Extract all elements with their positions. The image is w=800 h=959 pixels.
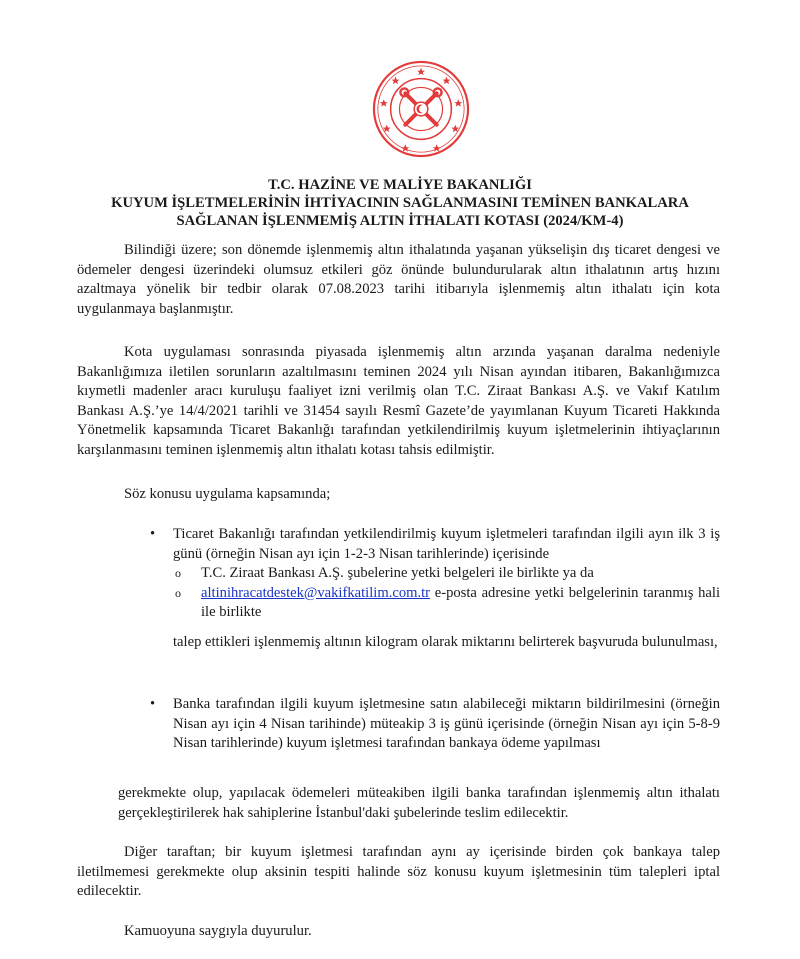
email-link[interactable]: altinihracatdestek@vakifkatilim.com.tr: [201, 584, 431, 601]
sub-item-email: [147, 584, 720, 623]
sub-bullet-marker: o: [175, 566, 181, 580]
paragraph-application-continuation: talep ettikleri işlenmemiş altının kilogram olarak miktarını belirterek başvuruda bulunulması,: [173, 634, 718, 650]
bullet-text: Banka tarafından ilgili kuyum işletmesine satın alabileceği miktarın bildirilmesini (örneğin Nisan ayı için 4 Nisan tarihinde) müteakip 3 iş günü içerisinde (örneğin Nisan ayı için 5-8-9 Nisan tarihlerinde) kuyum işletmesi tarafından bankaya ödeme yapılması: [173, 696, 720, 751]
paragraph-quota-allocation: Kota uygulaması sonrasında piyasada işlenmemiş altın arzında yaşanan daralma nedeniyle Bakanlığımıza iletilen sorunların azaltılmasını teminen 2024 yılı Nisan ayından itibaren, Bakanlığımızca kıymetli madenler aracı kuruluşu faaliyet izni verilmiş olan T.C. Ziraat Bankası A.Ş. ve Vakıf Katılım Bankası A.Ş.’ye 14/4/2021 tarihli ve 31454 sayılı Resmî Gazete’de yayımlanan Kuyum Ticareti Hakkında Yönetmelik kapsamında Ticaret Bakanlığı tarafından yetkilendirilmiş kuyum işletmelerinin ihtiyaçlarının karşılanmasını teminen işlenmemiş altın ithalatı kotası tahsis edilmiştir.: [77, 344, 720, 458]
sub-item-text: e-posta adresine yetki belgelerinin taranmış hali ile birlikte: [201, 584, 720, 620]
paragraph-delivery: gerekmekte olup, yapılacak ödemeleri müteakiben ilgili banka tarafından işlenmemiş altın ithalatı gerçekleştirilerek hak sahiplerine İstanbul'daki şubelerinde teslim edilecektir.: [118, 785, 720, 821]
bullet-text: Ticaret Bakanlığı tarafından yetkilendirilmiş kuyum işletmeleri tarafından ilgili ayın ilk 3 iş günü (örneğin Nisan ayı için 1-2-3 Nisan tarihlerinde) içerisinde: [173, 526, 720, 562]
paragraph-scope: Söz konusu uygulama kapsamında;: [124, 486, 331, 502]
bullet-marker: •: [150, 696, 156, 712]
bullet-list-payment: [147, 695, 720, 754]
ministry-seal-icon: [372, 60, 470, 158]
paragraph-cancellation: Diğer taraftan; bir kuyum işletmesi tarafından aynı ay içerisinde birden çok bankaya talep iletilmemesi gerekmekte olup aksinin tespiti halinde söz konusu kuyum işletmesinin tüm talepleri iptal edilecektir.: [77, 844, 720, 899]
sub-item-text: T.C. Ziraat Bankası A.Ş. şubelerine yetki belgeleri ile birlikte ya da: [201, 565, 594, 581]
title-line-ministry: T.C. HAZİNE VE MALİYE BAKANLIĞI: [268, 177, 532, 193]
paragraph-closing: Kamuoyuna saygıyla duyurulur.: [124, 923, 312, 939]
sub-bullet-marker: o: [175, 585, 181, 600]
paragraph-intro: Bilindiği üzere; son dönemde işlenmemiş altın ithalatında yaşanan yükselişin dış ticaret dengesi ve ödemeler dengesi üzerindeki olumsuz etkileri göz önünde bulundurularak altın ithalatının artış hızını azaltmaya yönelik bir tedbir olarak 07.08.2023 tarihi itibarıyla işlenmemiş altın ithalatı için kota uygulanmaya başlanmıştır.: [77, 242, 720, 317]
document-title: [0, 176, 800, 230]
title-line-subject-2: SAĞLANAN İŞLENMEMİŞ ALTIN İTHALATI KOTASI (2024/KM-4): [176, 213, 624, 229]
title-line-subject-1: KUYUM İŞLETMELERİNİN İHTİYACININ SAĞLANMASINI TEMİNEN BANKALARA: [111, 195, 689, 211]
bullet-item-application: [147, 525, 720, 564]
bullet-marker: •: [150, 526, 156, 542]
bullet-item-payment: [147, 695, 720, 754]
bullet-list-application: [147, 525, 720, 623]
sub-item-ziraat: [147, 564, 720, 584]
